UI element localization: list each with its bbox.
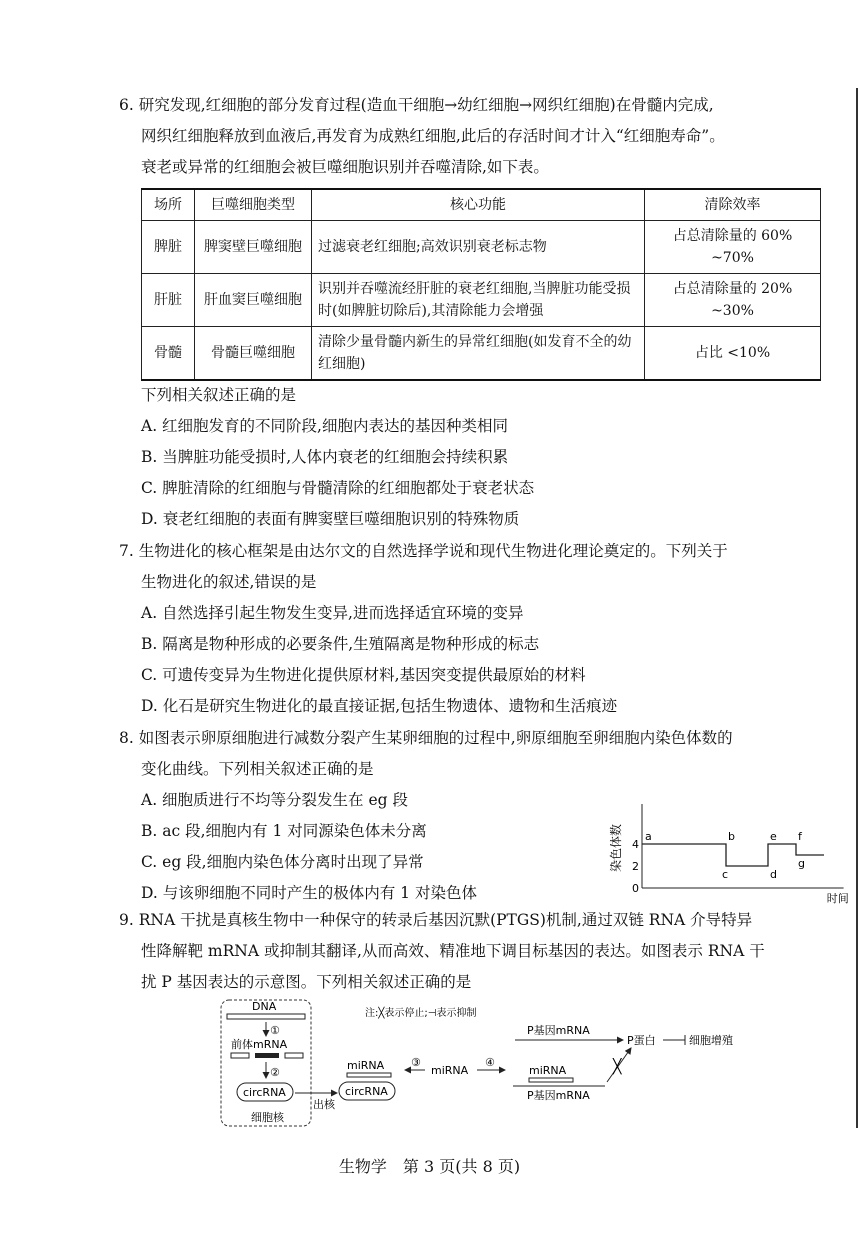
mirna-bound-label: miRNA [347, 1059, 385, 1072]
mirna-right-strand [529, 1078, 573, 1082]
table-cell: 过滤衰老红细胞;高效识别衰老标志物 [312, 221, 645, 274]
precursor-segment-left [231, 1053, 249, 1058]
q6-stem-line-1: 6. 研究发现,红细胞的部分发育过程(造血干细胞→幼红细胞→网织红细胞)在骨髓内完成, [119, 96, 714, 114]
p-mrna-top-label: P基因mRNA [527, 1024, 590, 1037]
q8-option-b: B. ac 段,细胞内有 1 对同源染色体未分离 [141, 822, 427, 840]
x-axis-label: 时间 [826, 892, 849, 905]
precursor-segment-mid [255, 1053, 279, 1058]
y-tick-label: 4 [632, 838, 639, 851]
table-cell: 骨髓 [142, 327, 195, 381]
table-cell: 占比 <10% [645, 327, 821, 381]
step1-label: ① [270, 1024, 280, 1037]
circrna-nucleus-label: circRNA [243, 1086, 286, 1099]
q8-option-a: A. 细胞质进行不均等分裂发生在 eg 段 [141, 791, 408, 809]
q6-question: 下列相关叙述正确的是 [141, 386, 297, 404]
dna-strand [227, 1014, 305, 1019]
table-cell: 识别并吞噬流经肝脏的衰老红细胞,当脾脏功能受损时(如脾脏切除后),其清除能力会增强 [312, 274, 645, 327]
table-cell: 占总清除量的 20% ~30% [645, 274, 821, 327]
table-cell: 肝脏 [142, 274, 195, 327]
point-label-b: b [728, 830, 735, 843]
q9-stem-line-2: 性降解靶 mRNA 或抑制其翻译,从而高效、精准地下调目标基因的表达。如图表示 RNA 干 [141, 942, 765, 960]
q8-option-d: D. 与该卵细胞不同时产生的极体内有 1 对染色体 [141, 884, 477, 902]
q7-option-a: A. 自然选择引起生物发生变异,进而选择适宜环境的变异 [141, 604, 524, 622]
table-cell: 肝血窦巨噬细胞 [195, 274, 312, 327]
q7-stem-line-1: 7. 生物进化的核心框架是由达尔文的自然选择学说和现代生物进化理论奠定的。下列关于 [119, 542, 728, 560]
export-label: 出核 [313, 1098, 335, 1111]
legend-note: 注:╳表示停止;⊣表示抑制 [365, 1008, 477, 1019]
circrna-cyto-label: circRNA [345, 1085, 388, 1098]
q9-rnai-diagram [215, 996, 805, 1131]
y-axis-label: 染色体数 [609, 823, 623, 873]
step3-label: ③ [411, 1056, 421, 1069]
table-header-row [142, 189, 821, 221]
table-row [142, 274, 821, 327]
q8-chromosome-chart [600, 800, 849, 905]
q6-option-a: A. 红细胞发育的不同阶段,细胞内表达的基因种类相同 [141, 417, 508, 435]
y-tick-label: 0 [632, 882, 639, 895]
point-label-e: e [770, 830, 777, 843]
table-row [142, 327, 821, 381]
proliferation-label: 细胞增殖 [689, 1034, 733, 1047]
table-row [142, 221, 821, 274]
q6-table [141, 188, 821, 381]
chromosome-line [642, 844, 824, 866]
q7-stem-line-2: 生物进化的叙述,错误的是 [141, 573, 317, 591]
q9-stem-line-1: 9. RNA 干扰是真核生物中一种保守的转录后基因沉默(PTGS)机制,通过双链 RNA 介导特异 [119, 911, 753, 929]
q7-option-c: C. 可遗传变异为生物进化提供原材料,基因突变提供最原始的材料 [141, 666, 586, 684]
table-cell: 占总清除量的 60% ~70% [645, 221, 821, 274]
point-label-g: g [798, 857, 805, 870]
q7-option-b: B. 隔离是物种形成的必要条件,生殖隔离是物种形成的标志 [141, 635, 540, 653]
q6-option-c: C. 脾脏清除的红细胞与骨髓清除的红细胞都处于衰老状态 [141, 479, 535, 497]
q7-option-d: D. 化石是研究生物进化的最直接证据,包括生物遗体、遗物和生活痕迹 [141, 697, 618, 715]
point-label-f: f [798, 830, 802, 843]
point-label-c: c [722, 868, 729, 881]
mirna-free-label: miRNA [431, 1064, 469, 1077]
table-header-cell: 巨噬细胞类型 [195, 189, 312, 221]
table-cell: 清除少量骨髓内新生的异常红细胞(如发育不全的幼红细胞) [312, 327, 645, 381]
precursor-segment-right [285, 1053, 303, 1058]
mirna-right-label: miRNA [529, 1064, 567, 1077]
q6-stem-line-2: 网织红细胞释放到血液后,再发育为成熟红细胞,此后的存活时间才计入“红细胞寿命”。 [141, 127, 725, 145]
nucleus-label: 细胞核 [251, 1111, 284, 1124]
step4-label: ④ [485, 1056, 495, 1069]
table-header-cell: 核心功能 [312, 189, 645, 221]
point-label-a: a [645, 830, 652, 843]
mirna-bound-strand [347, 1073, 391, 1077]
precursor-label: 前体mRNA [231, 1038, 288, 1051]
q8-option-c: C. eg 段,细胞内染色体分离时出现了异常 [141, 853, 424, 871]
q6-option-d: D. 衰老红细胞的表面有脾窦壁巨噬细胞识别的特殊物质 [141, 510, 520, 528]
table-header-cell: 场所 [142, 189, 195, 221]
table-header-cell: 清除效率 [645, 189, 821, 221]
p-mrna-bottom-label: P基因mRNA [527, 1089, 590, 1102]
q8-stem-line-2: 变化曲线。下列相关叙述正确的是 [141, 760, 374, 778]
right-border-line [856, 88, 858, 1128]
y-tick-label: 2 [632, 860, 639, 873]
stop-mark-icon: ╳ [613, 1059, 622, 1075]
q6-option-b: B. 当脾脏功能受损时,人体内衰老的红细胞会持续积累 [141, 448, 509, 466]
page-footer: 生物学 第 3 页(共 8 页) [338, 1157, 521, 1176]
table-cell: 骨髓巨噬细胞 [195, 327, 312, 381]
table-cell: 脾脏 [142, 221, 195, 274]
q9-stem-line-3: 扰 P 基因表达的示意图。下列相关叙述正确的是 [141, 973, 472, 991]
table-cell: 脾窦壁巨噬细胞 [195, 221, 312, 274]
q6-stem-line-3: 衰老或异常的红细胞会被巨噬细胞识别并吞噬清除,如下表。 [141, 158, 549, 176]
q8-stem-line-1: 8. 如图表示卵原细胞进行减数分裂产生某卵细胞的过程中,卵原细胞至卵细胞内染色体数的 [119, 729, 733, 747]
dna-label: DNA [252, 1000, 277, 1013]
point-label-d: d [770, 868, 777, 881]
p-protein-label: P蛋白 [627, 1034, 656, 1047]
step2-label: ② [270, 1066, 280, 1079]
